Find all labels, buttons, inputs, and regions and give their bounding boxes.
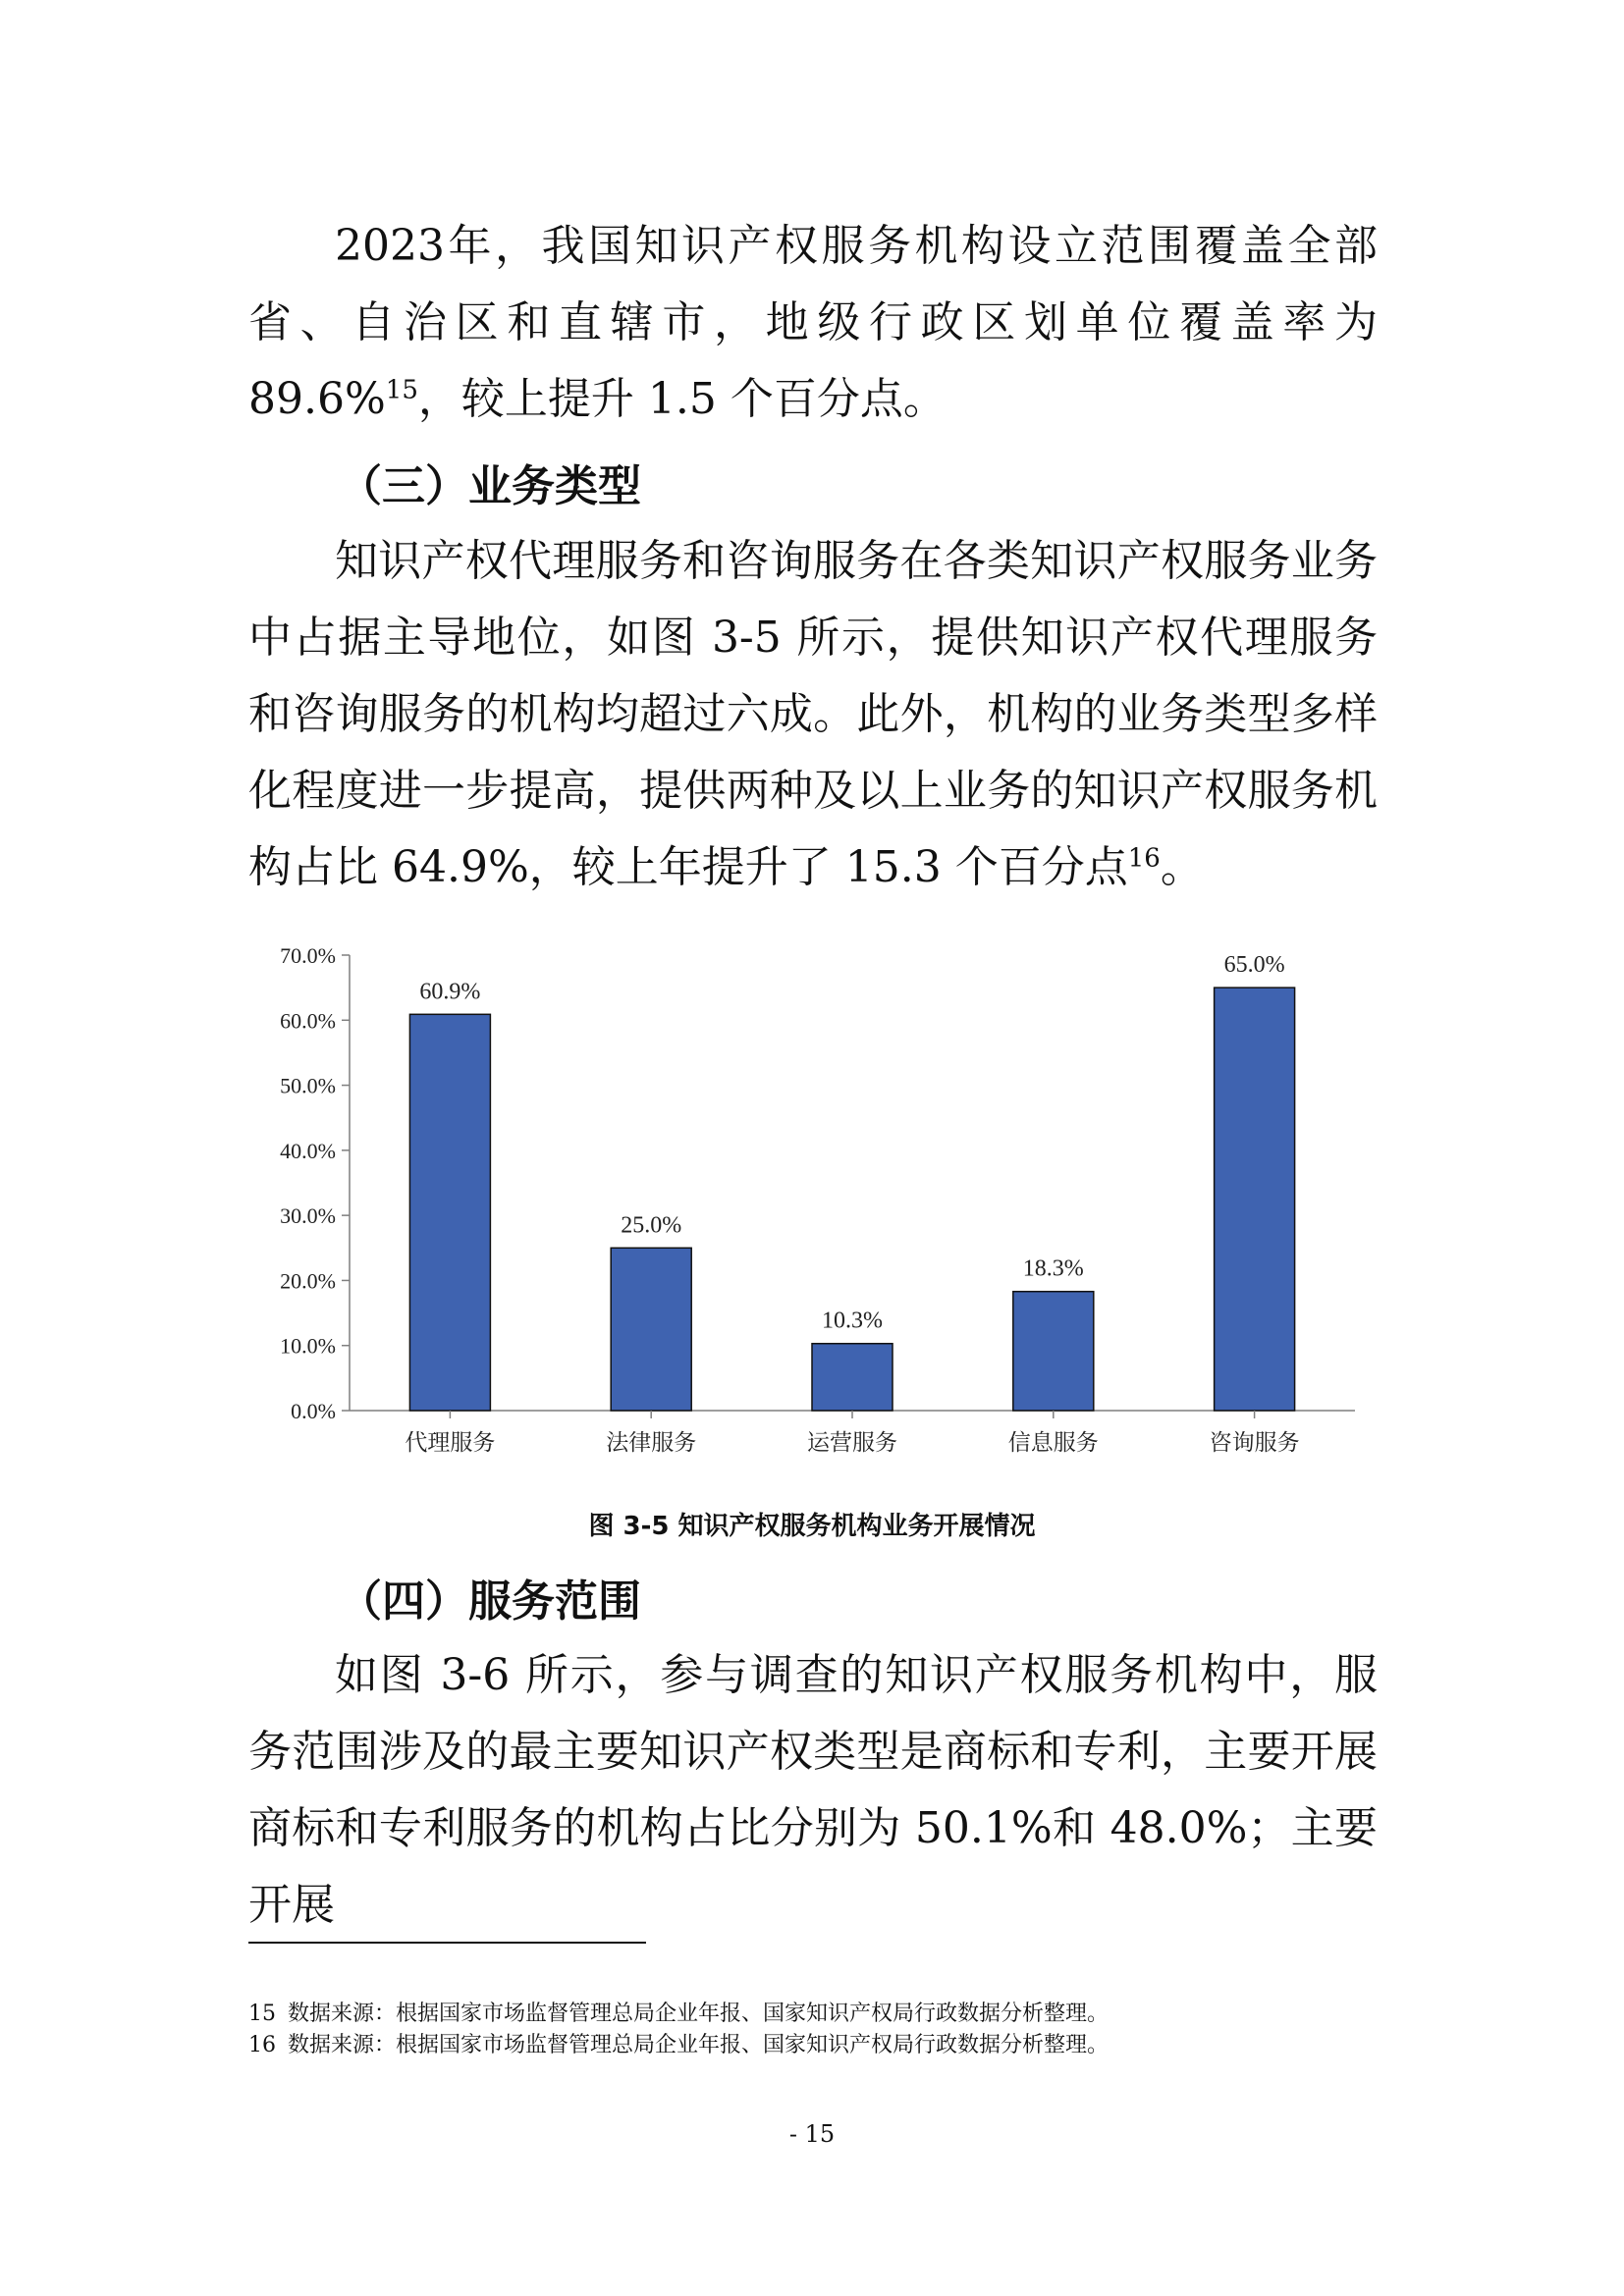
category-label: 代理服务 xyxy=(405,1430,496,1456)
paragraph-tail: ，较上提升 1.5 个百分点。 xyxy=(417,374,947,424)
paragraph-text: 2023年，我国知识产权服务机构设立范围覆盖全部省、自治区和直辖市，地级行政区划单位覆盖率为 89.6% xyxy=(248,221,1378,424)
data-label: 65.0% xyxy=(1223,952,1285,979)
figure-caption: 图 3-5 知识产权服务机构业务开展情况 xyxy=(588,1512,1036,1541)
bar-5 xyxy=(1215,988,1295,1411)
footnote-text: 数据来源：根据国家市场监督管理总局企业年报、国家知识产权局行政数据分析整理。 xyxy=(288,2033,1110,2057)
section-heading-service-scope: （四）服务范围 xyxy=(339,1576,641,1627)
y-tick-label: 40.0% xyxy=(280,1138,336,1163)
bar-1 xyxy=(409,1014,490,1411)
y-tick-label: 30.0% xyxy=(280,1203,336,1229)
section-heading-business-types: （三）业务类型 xyxy=(339,461,641,511)
footnote-number: 16 xyxy=(248,2033,276,2057)
data-label: 18.3% xyxy=(1022,1255,1084,1282)
footnote-ref-15: 15 xyxy=(385,375,418,405)
category-label: 运营服务 xyxy=(807,1430,897,1456)
category-label: 法律服务 xyxy=(606,1430,697,1456)
category-label: 咨询服务 xyxy=(1209,1430,1300,1456)
footnote-text: 数据来源：根据国家市场监督管理总局企业年报、国家知识产权局行政数据分析整理。 xyxy=(288,2002,1110,2026)
paragraph-text: 知识产权代理服务和咨询服务在各类知识产权服务业务中占据主导地位，如图 3-5 所示，提供知识产权代理服务和咨询服务的机构均超过六成。此外，机构的业务类型多样化程度进一步提高，提供两种及以上业务的知识产权服务机构占比 64.9%，较上年提升了 15.3 个百分点 xyxy=(248,536,1378,892)
bar-chart xyxy=(236,928,1375,1477)
bar-4 xyxy=(1013,1292,1094,1411)
paragraph-business-types xyxy=(248,523,1378,906)
data-label: 25.0% xyxy=(621,1212,682,1239)
y-tick-label: 0.0% xyxy=(291,1399,336,1423)
y-tick-label: 70.0% xyxy=(280,943,336,968)
y-tick-label: 20.0% xyxy=(280,1268,336,1294)
page-number: - 15 xyxy=(788,2120,836,2148)
y-tick-label: 50.0% xyxy=(280,1073,336,1098)
bar-3 xyxy=(812,1344,893,1411)
footnote-divider xyxy=(248,1942,646,1944)
data-label: 10.3% xyxy=(822,1308,883,1334)
paragraph-coverage xyxy=(248,208,1378,438)
paragraph-tail: 。 xyxy=(1160,842,1204,892)
paragraph-service-scope xyxy=(248,1637,1378,1944)
y-tick-label: 10.0% xyxy=(280,1333,336,1359)
category-label: 信息服务 xyxy=(1007,1430,1099,1456)
bar-2 xyxy=(611,1248,691,1411)
y-tick-label: 60.0% xyxy=(280,1008,336,1034)
footnote-16 xyxy=(248,2028,1109,2058)
footnote-15 xyxy=(248,1997,1109,2027)
footnote-number: 15 xyxy=(248,2002,276,2026)
footnote-ref-16: 16 xyxy=(1127,843,1161,874)
data-label: 60.9% xyxy=(419,979,481,1005)
paragraph-text: 如图 3-6 所示，参与调查的知识产权服务机构中，服务范围涉及的最主要知识产权类型是商标和专利，主要开展商标和专利服务的机构占比分别为 50.1%和 48.0%；主要开展 xyxy=(248,1650,1378,1930)
